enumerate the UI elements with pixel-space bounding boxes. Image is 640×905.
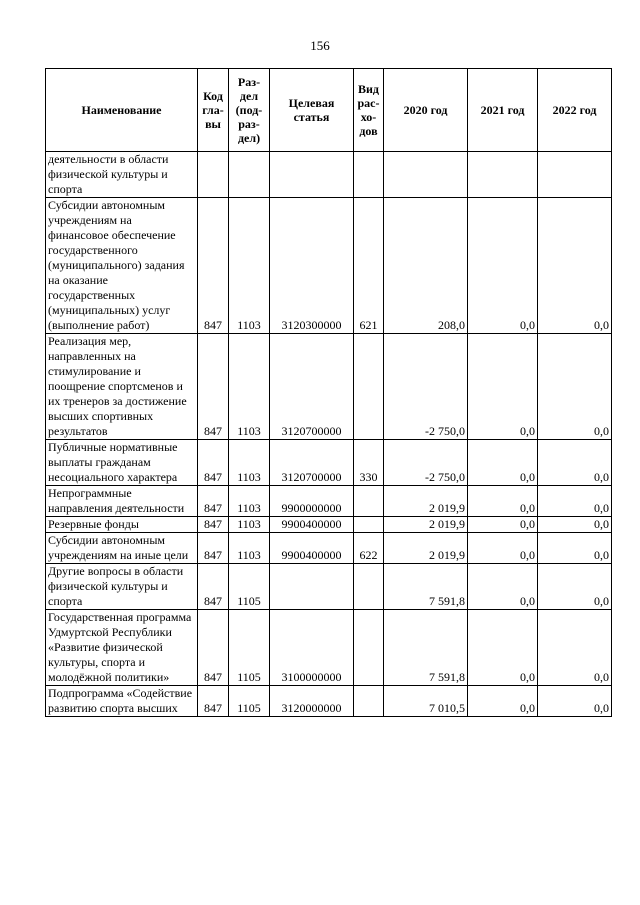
header-2021: 2021 год — [468, 69, 538, 152]
table-row — [46, 198, 612, 334]
table-row — [46, 686, 612, 717]
cell-2021: 0,0 — [468, 486, 538, 517]
cell-name: Реализация мер, направленных на стимулирование и поощрение спортсменов и их тренеров за достижение высших спортивных результатов — [46, 334, 198, 440]
cell-2022: 0,0 — [538, 686, 612, 717]
cell-2020: 2 019,9 — [384, 533, 468, 564]
cell-expense: 330 — [354, 440, 384, 486]
cell-code: 847 — [198, 198, 229, 334]
cell-section: 1103 — [229, 486, 270, 517]
table-row — [46, 486, 612, 517]
cell-target: 9900000000 — [270, 486, 354, 517]
cell-name: Непрограммные направления деятельности — [46, 486, 198, 517]
table-row — [46, 564, 612, 610]
cell-expense — [354, 564, 384, 610]
cell-2022: 0,0 — [538, 533, 612, 564]
cell-name: Подпрограмма «Содействие развитию спорта высших — [46, 686, 198, 717]
cell-target: 3100000000 — [270, 610, 354, 686]
cell-2021: 0,0 — [468, 334, 538, 440]
cell-2021: 0,0 — [468, 198, 538, 334]
cell-expense — [354, 686, 384, 717]
cell-section: 1103 — [229, 334, 270, 440]
cell-section: 1103 — [229, 440, 270, 486]
cell-2022: 0,0 — [538, 334, 612, 440]
cell-name: Другие вопросы в области физической культуры и спорта — [46, 564, 198, 610]
cell-2022 — [538, 152, 612, 198]
cell-section: 1105 — [229, 686, 270, 717]
cell-2022: 0,0 — [538, 517, 612, 533]
header-expense: Вид рас- хо- дов — [354, 69, 384, 152]
cell-2021: 0,0 — [468, 517, 538, 533]
cell-name: Субсидии автономным учреждениям на финансовое обеспечение государственного (муниципального) задания на оказание государственных (муниципальных) услуг (выполнение работ) — [46, 198, 198, 334]
cell-expense — [354, 517, 384, 533]
cell-2020: 2 019,9 — [384, 486, 468, 517]
cell-section: 1103 — [229, 517, 270, 533]
cell-code: 847 — [198, 686, 229, 717]
header-target: Целевая статья — [270, 69, 354, 152]
cell-2022: 0,0 — [538, 610, 612, 686]
cell-code: 847 — [198, 533, 229, 564]
page-number: 156 — [310, 38, 330, 53]
cell-section: 1103 — [229, 198, 270, 334]
table-header-row — [46, 69, 612, 152]
cell-name: Резервные фонды — [46, 517, 198, 533]
cell-target: 3120700000 — [270, 334, 354, 440]
table-row — [46, 152, 612, 198]
cell-2020: -2 750,0 — [384, 334, 468, 440]
cell-target — [270, 152, 354, 198]
cell-2020: 208,0 — [384, 198, 468, 334]
cell-2021: 0,0 — [468, 686, 538, 717]
cell-section: 1105 — [229, 610, 270, 686]
cell-code: 847 — [198, 517, 229, 533]
cell-code: 847 — [198, 334, 229, 440]
cell-expense — [354, 152, 384, 198]
cell-2022: 0,0 — [538, 198, 612, 334]
cell-target — [270, 564, 354, 610]
cell-section — [229, 152, 270, 198]
cell-expense — [354, 334, 384, 440]
cell-name: Государственная программа Удмуртской Республики «Развитие физической культуры, спорта и молодёжной политики» — [46, 610, 198, 686]
header-2020: 2020 год — [384, 69, 468, 152]
cell-expense: 621 — [354, 198, 384, 334]
table-row — [46, 517, 612, 533]
cell-expense — [354, 610, 384, 686]
cell-target: 9900400000 — [270, 517, 354, 533]
cell-target: 3120700000 — [270, 440, 354, 486]
cell-2022: 0,0 — [538, 440, 612, 486]
cell-name: Субсидии автономным учреждениям на иные цели — [46, 533, 198, 564]
cell-target: 3120300000 — [270, 198, 354, 334]
cell-2021: 0,0 — [468, 564, 538, 610]
cell-2020: 2 019,9 — [384, 517, 468, 533]
cell-2021: 0,0 — [468, 440, 538, 486]
header-name: Наименование — [46, 69, 198, 152]
cell-section: 1103 — [229, 533, 270, 564]
budget-table — [45, 68, 612, 717]
cell-2020: 7 591,8 — [384, 610, 468, 686]
cell-expense: 622 — [354, 533, 384, 564]
cell-code: 847 — [198, 610, 229, 686]
cell-code — [198, 152, 229, 198]
cell-2020: -2 750,0 — [384, 440, 468, 486]
table-body — [46, 152, 612, 717]
cell-target: 9900400000 — [270, 533, 354, 564]
cell-2020 — [384, 152, 468, 198]
cell-2020: 7 010,5 — [384, 686, 468, 717]
cell-2022: 0,0 — [538, 486, 612, 517]
cell-code: 847 — [198, 486, 229, 517]
cell-expense — [354, 486, 384, 517]
table-row — [46, 610, 612, 686]
cell-2021: 0,0 — [468, 610, 538, 686]
table-row — [46, 334, 612, 440]
cell-2022: 0,0 — [538, 564, 612, 610]
cell-code: 847 — [198, 440, 229, 486]
table-row — [46, 440, 612, 486]
cell-code: 847 — [198, 564, 229, 610]
header-section: Раз- дел (под- раз- дел) — [229, 69, 270, 152]
cell-section: 1105 — [229, 564, 270, 610]
cell-name: деятельности в области физической культуры и спорта — [46, 152, 198, 198]
header-code: Код гла- вы — [198, 69, 229, 152]
cell-target: 3120000000 — [270, 686, 354, 717]
cell-2021: 0,0 — [468, 533, 538, 564]
table-row — [46, 533, 612, 564]
cell-name: Публичные нормативные выплаты гражданам несоциального характера — [46, 440, 198, 486]
cell-2020: 7 591,8 — [384, 564, 468, 610]
cell-2021 — [468, 152, 538, 198]
header-2022: 2022 год — [538, 69, 612, 152]
